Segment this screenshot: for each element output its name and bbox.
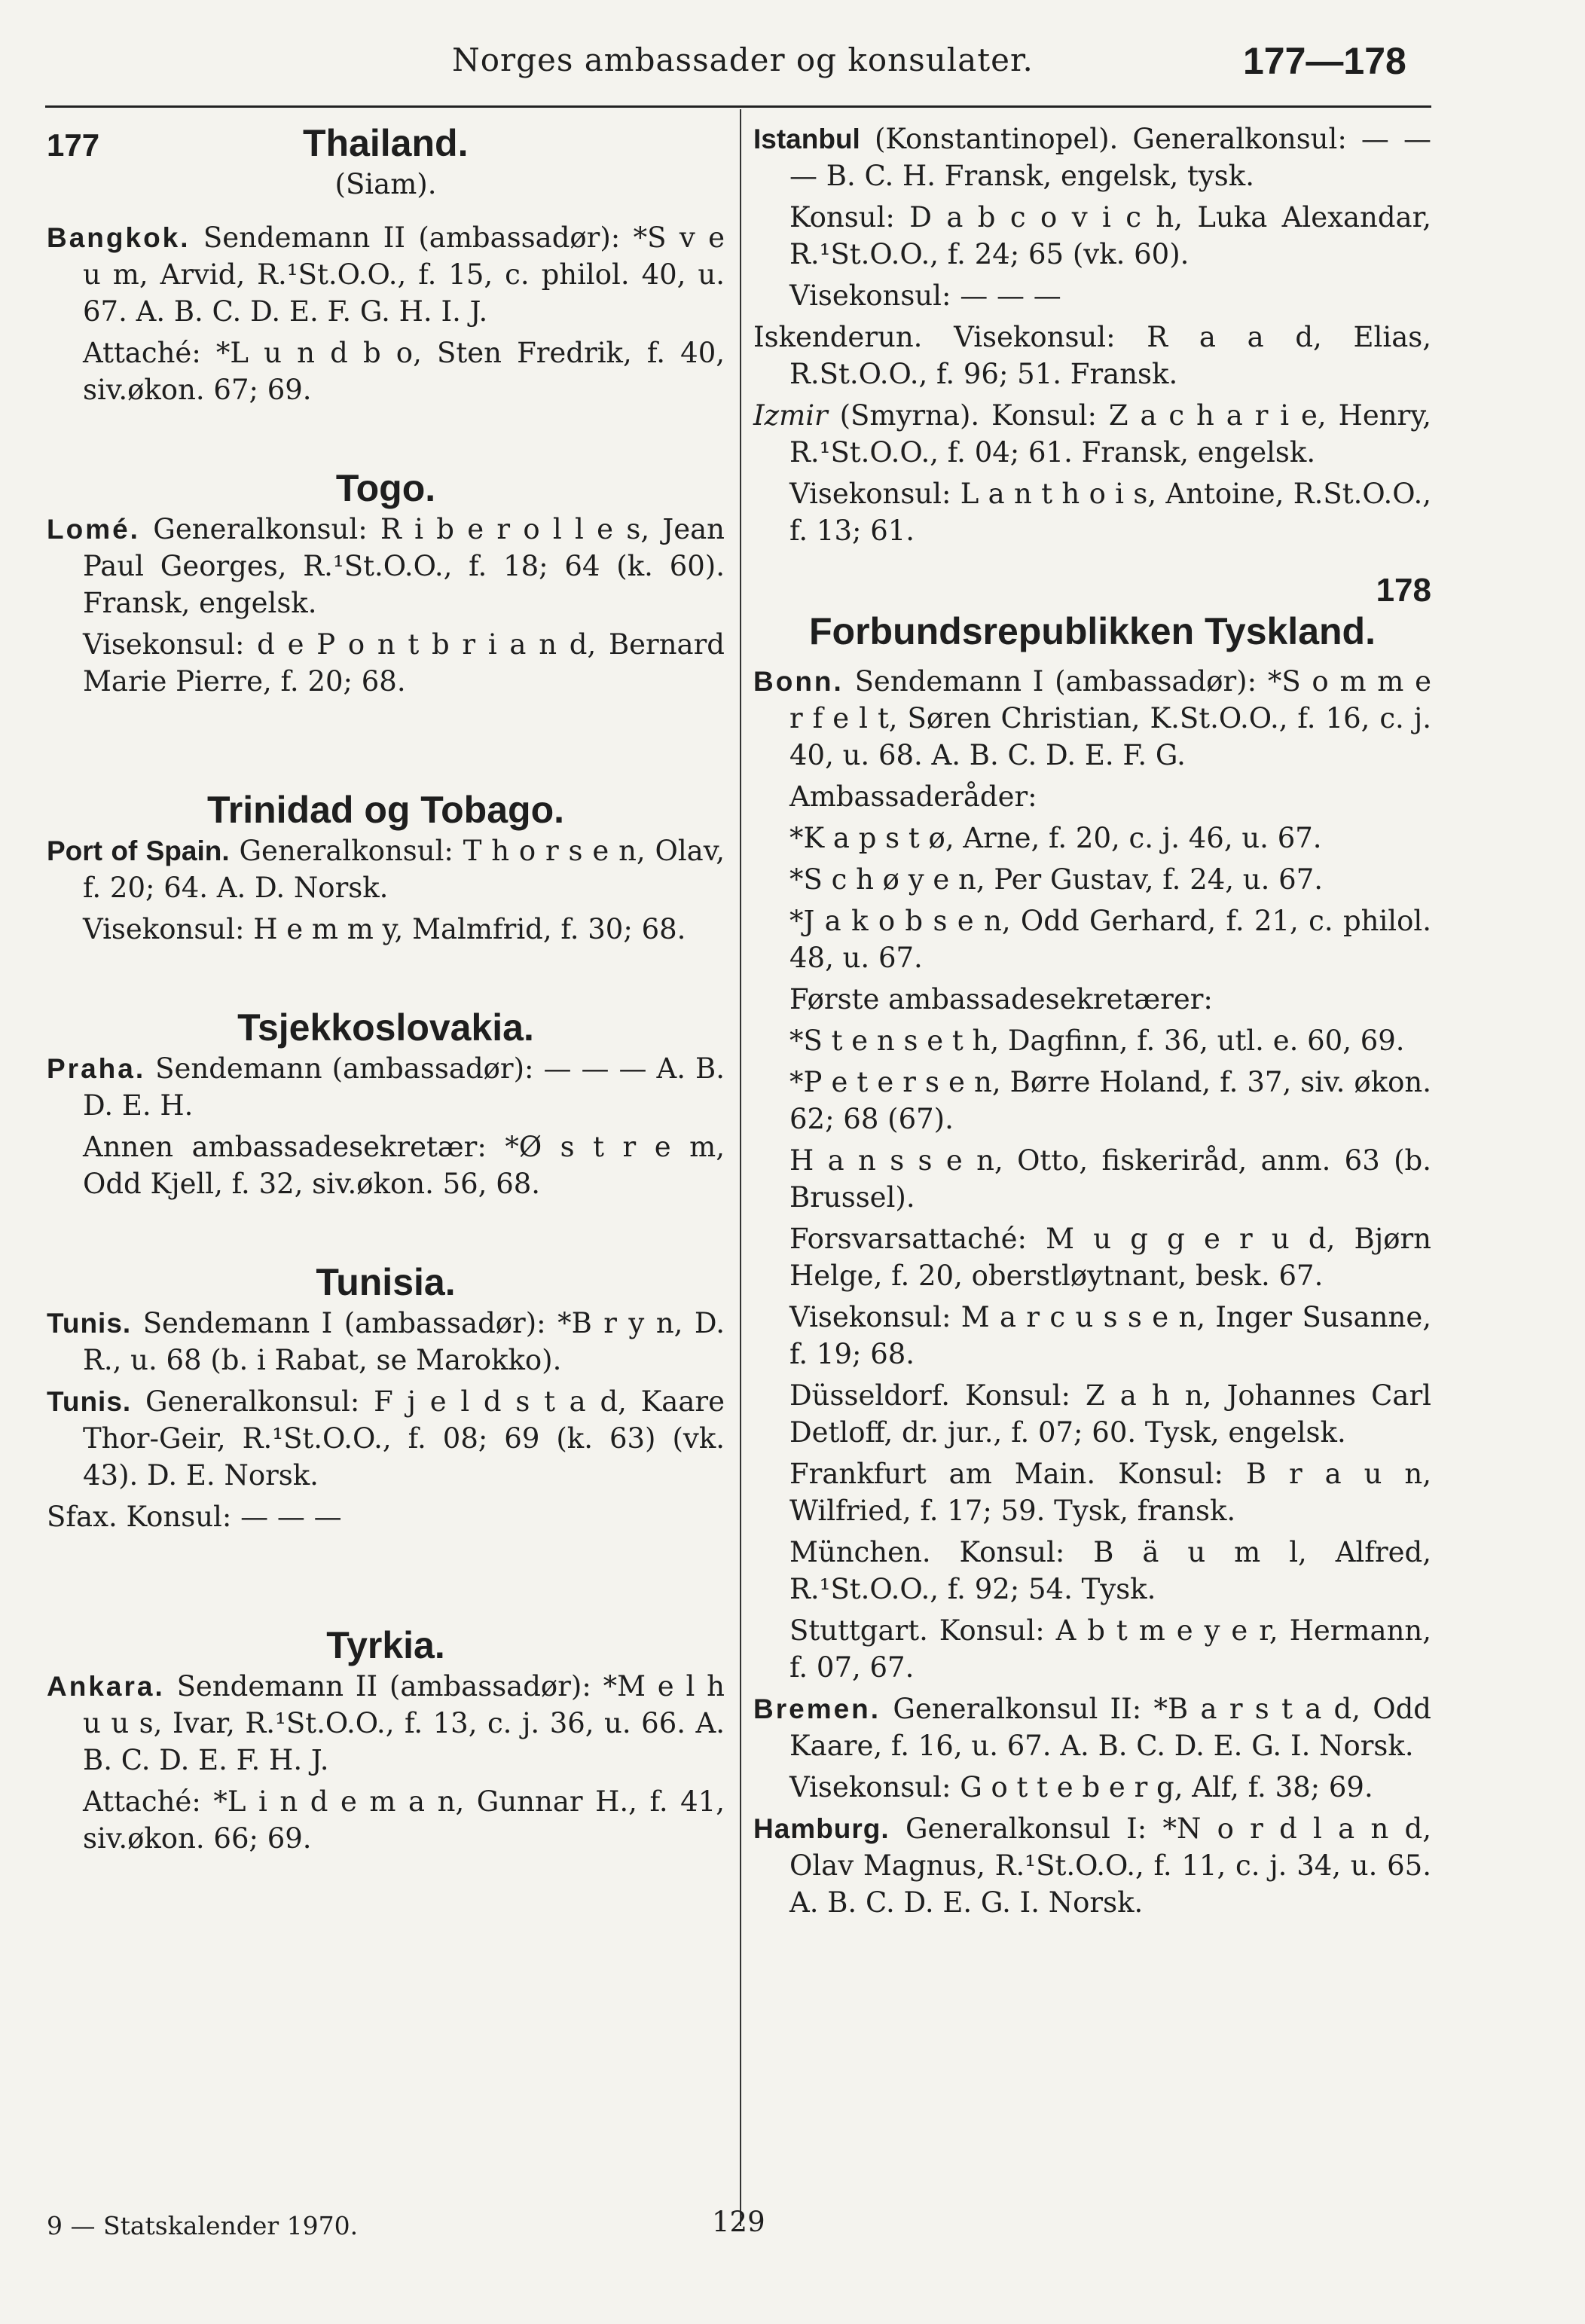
entry-number: 177 — [47, 127, 100, 163]
entry-paragraph: Hamburg. Generalkonsul I: *N o r d l a n d, Olav Magnus, R.¹St.O.O., f. 11, c. j. 34, u. 65. A. B. C. D. E. G. I. Norsk. — [753, 1812, 1431, 1919]
entry-paragraph: Iskenderun. Visekonsul: R a a d, Elias, R.St.O.O., f. 96; 51. Fransk. — [753, 321, 1431, 390]
entry-paragraph: Sfax. Konsul: — — — — [47, 1501, 342, 1533]
country-heading: Togo. — [335, 467, 436, 509]
entry-paragraph: Düsseldorf. Konsul: Z a h n, Johannes Carl Detloff, dr. jur., f. 07; 60. Tysk, engelsk. — [789, 1379, 1431, 1449]
running-header-page-range: 177—178 — [1243, 40, 1406, 82]
page-number: 129 — [712, 2206, 765, 2238]
entry-paragraph: Ankara. Sendemann II (ambassadør): *M e l h u u s, Ivar, R.¹St.O.O., f. 13, c. j. 36, u. 66. A. B. C. D. E. F. H. J. — [47, 1670, 725, 1776]
section-trinidad — [47, 787, 725, 948]
section-istanbul — [753, 121, 1431, 549]
entry-paragraph: Stuttgart. Konsul: A b t m e y e r, Hermann, f. 07, 67. — [789, 1614, 1431, 1684]
country-heading: Thailand. — [303, 122, 469, 164]
country-heading: Tyrkia. — [326, 1624, 445, 1666]
entry-paragraph: *K a p s t ø, Arne, f. 20, c. j. 46, u. 67. — [789, 822, 1322, 854]
entry-paragraph: Annen ambassadesekretær: *Ø s t r e m, Odd Kjell, f. 32, siv.økon. 56, 68. — [83, 1131, 725, 1200]
entry-paragraph: Tunis. Generalkonsul: F j e l d s t a d, Kaare Thor-Geir, R.¹St.O.O., f. 08; 69 (k. 63) (vk. 43). D. E. Norsk. — [47, 1385, 725, 1492]
city-name: Hamburg. — [753, 1813, 890, 1844]
section-tsjekkoslovakia — [47, 1005, 725, 1202]
city-name: Bremen. — [753, 1693, 881, 1724]
city-name: Praha. — [47, 1053, 146, 1084]
column-divider — [740, 109, 741, 2226]
footer-signature: 9 — Statskalender 1970. — [47, 2211, 359, 2240]
city-name: Izmir — [753, 399, 828, 432]
entry-paragraph: Visekonsul: M a r c u s s e n, Inger Susanne, f. 19; 68. — [789, 1301, 1431, 1370]
entry-number: 178 — [1376, 572, 1431, 609]
entry-paragraph: *P e t e r s e n, Børre Holand, f. 37, siv. økon. 62; 68 (67). — [789, 1066, 1431, 1135]
entry-paragraph: Visekonsul: — — — — [789, 279, 1061, 312]
entry-paragraph: München. Konsul: B ä u m l, Alfred, R.¹St.O.O., f. 92; 54. Tysk. — [789, 1536, 1431, 1605]
section-thailand — [47, 121, 725, 408]
entry-paragraph: Port of Spain. Generalkonsul: T h o r s e n, Olav, f. 20; 64. A. D. Norsk. — [47, 835, 725, 904]
entry-paragraph: Visekonsul: G o t t e b e r g, Alf, f. 38; 69. — [789, 1771, 1373, 1803]
section-tyskland — [753, 609, 1431, 1921]
entry-paragraph: Visekonsul: L a n t h o i s, Antoine, R.St.O.O., f. 13; 61. — [789, 478, 1431, 547]
entry-paragraph: *S t e n s e t h, Dagfinn, f. 36, utl. e. 60, 69. — [789, 1025, 1405, 1057]
city-name: Istanbul — [753, 124, 860, 154]
entry-paragraph: Bremen. Generalkonsul II: *B a r s t a d, Odd Kaare, f. 16, u. 67. A. B. C. D. E. G. I. Norsk. — [753, 1693, 1431, 1762]
header-rule — [45, 105, 1431, 108]
entry-paragraph: Praha. Sendemann (ambassadør): — — — A. B. D. E. H. — [47, 1052, 725, 1122]
country-heading: Trinidad og Tobago. — [206, 789, 565, 831]
entry-paragraph: Izmir (Smyrna). Konsul: Z a c h a r i e, Henry, R.¹St.O.O., f. 04; 61. Fransk, engelsk. — [753, 399, 1431, 469]
section-tunisia — [47, 1260, 725, 1535]
entry-paragraph: Første ambassadesekretærer: — [789, 983, 1213, 1015]
country-heading: Tsjekkoslovakia. — [237, 1006, 534, 1049]
city-name: Port of Spain. — [47, 835, 230, 866]
entry-paragraph: Bangkok. Sendemann II (ambassadør): *S v e u m, Arvid, R.¹St.O.O., f. 15, c. philol. 40, u. 67. A. B. C. D. E. F. G. H. I. J. — [47, 221, 725, 328]
section-togo — [47, 466, 725, 700]
entry-paragraph: Istanbul (Konstantinopel). Generalkonsul: — — — B. C. H. Fransk, engelsk, tysk. — [753, 123, 1431, 192]
running-header-title: Norges ambassader og konsulater. — [452, 41, 1034, 78]
entry-paragraph: Konsul: D a b c o v i c h, Luka Alexandar, R.¹St.O.O., f. 24; 65 (vk. 60). — [789, 201, 1431, 270]
country-heading: Forbundsrepublikken Tyskland. — [809, 610, 1376, 652]
entry-paragraph: Ambassaderåder: — [789, 780, 1037, 813]
city-name: Tunis. — [47, 1308, 132, 1339]
country-subheading: (Siam). — [334, 168, 437, 200]
city-name: Lomé. — [47, 514, 140, 545]
city-name: Ankara. — [47, 1671, 165, 1702]
city-name: Bonn. — [753, 666, 844, 697]
city-name: Bangkok. — [47, 222, 191, 253]
left-column — [47, 121, 725, 1861]
entry-paragraph: Visekonsul: H e m m y, Malmfrid, f. 30; 68. — [83, 913, 686, 945]
entry-paragraph: Visekonsul: d e P o n t b r i a n d, Bernard Marie Pierre, f. 20; 68. — [83, 628, 725, 698]
entry-paragraph: Attaché: *L u n d b o, Sten Fredrik, f. 40, siv.økon. 67; 69. — [83, 337, 725, 406]
right-column — [753, 121, 1431, 1925]
entry-paragraph: Attaché: *L i n d e m a n, Gunnar H., f. 41, siv.økon. 66; 69. — [83, 1785, 725, 1855]
entry-paragraph: H a n s s e n, Otto, fiskeriråd, anm. 63 (b. Brussel). — [789, 1144, 1431, 1214]
country-heading: Tunisia. — [316, 1261, 456, 1303]
city-name: Tunis. — [47, 1386, 132, 1417]
entry-paragraph: *S c h ø y e n, Per Gustav, f. 24, u. 67. — [789, 863, 1324, 896]
entry-paragraph: Forsvarsattaché: M u g g e r u d, Bjørn Helge, f. 20, oberstløytnant, besk. 67. — [789, 1223, 1431, 1292]
entry-paragraph: Tunis. Sendemann I (ambassadør): *B r y n, D. R., u. 68 (b. i Rabat, se Marokko). — [47, 1307, 725, 1376]
entry-paragraph: Bonn. Sendemann I (ambassadør): *S o m m e r f e l t, Søren Christian, K.St.O.O., f. 16, c. j. 40, u. 68. A. B. C. D. E. F. G. — [753, 665, 1432, 771]
entry-paragraph: Frankfurt am Main. Konsul: B r a u n, Wilfried, f. 17; 59. Tysk, fransk. — [789, 1458, 1431, 1527]
entry-paragraph: *J a k o b s e n, Odd Gerhard, f. 21, c. philol. 48, u. 67. — [789, 905, 1431, 974]
section-tyrkia — [47, 1623, 725, 1857]
entry-paragraph: Lomé. Generalkonsul: R i b e r o l l e s, Jean Paul Georges, R.¹St.O.O., f. 18; 64 (k. 60). Fransk, engelsk. — [47, 513, 725, 619]
